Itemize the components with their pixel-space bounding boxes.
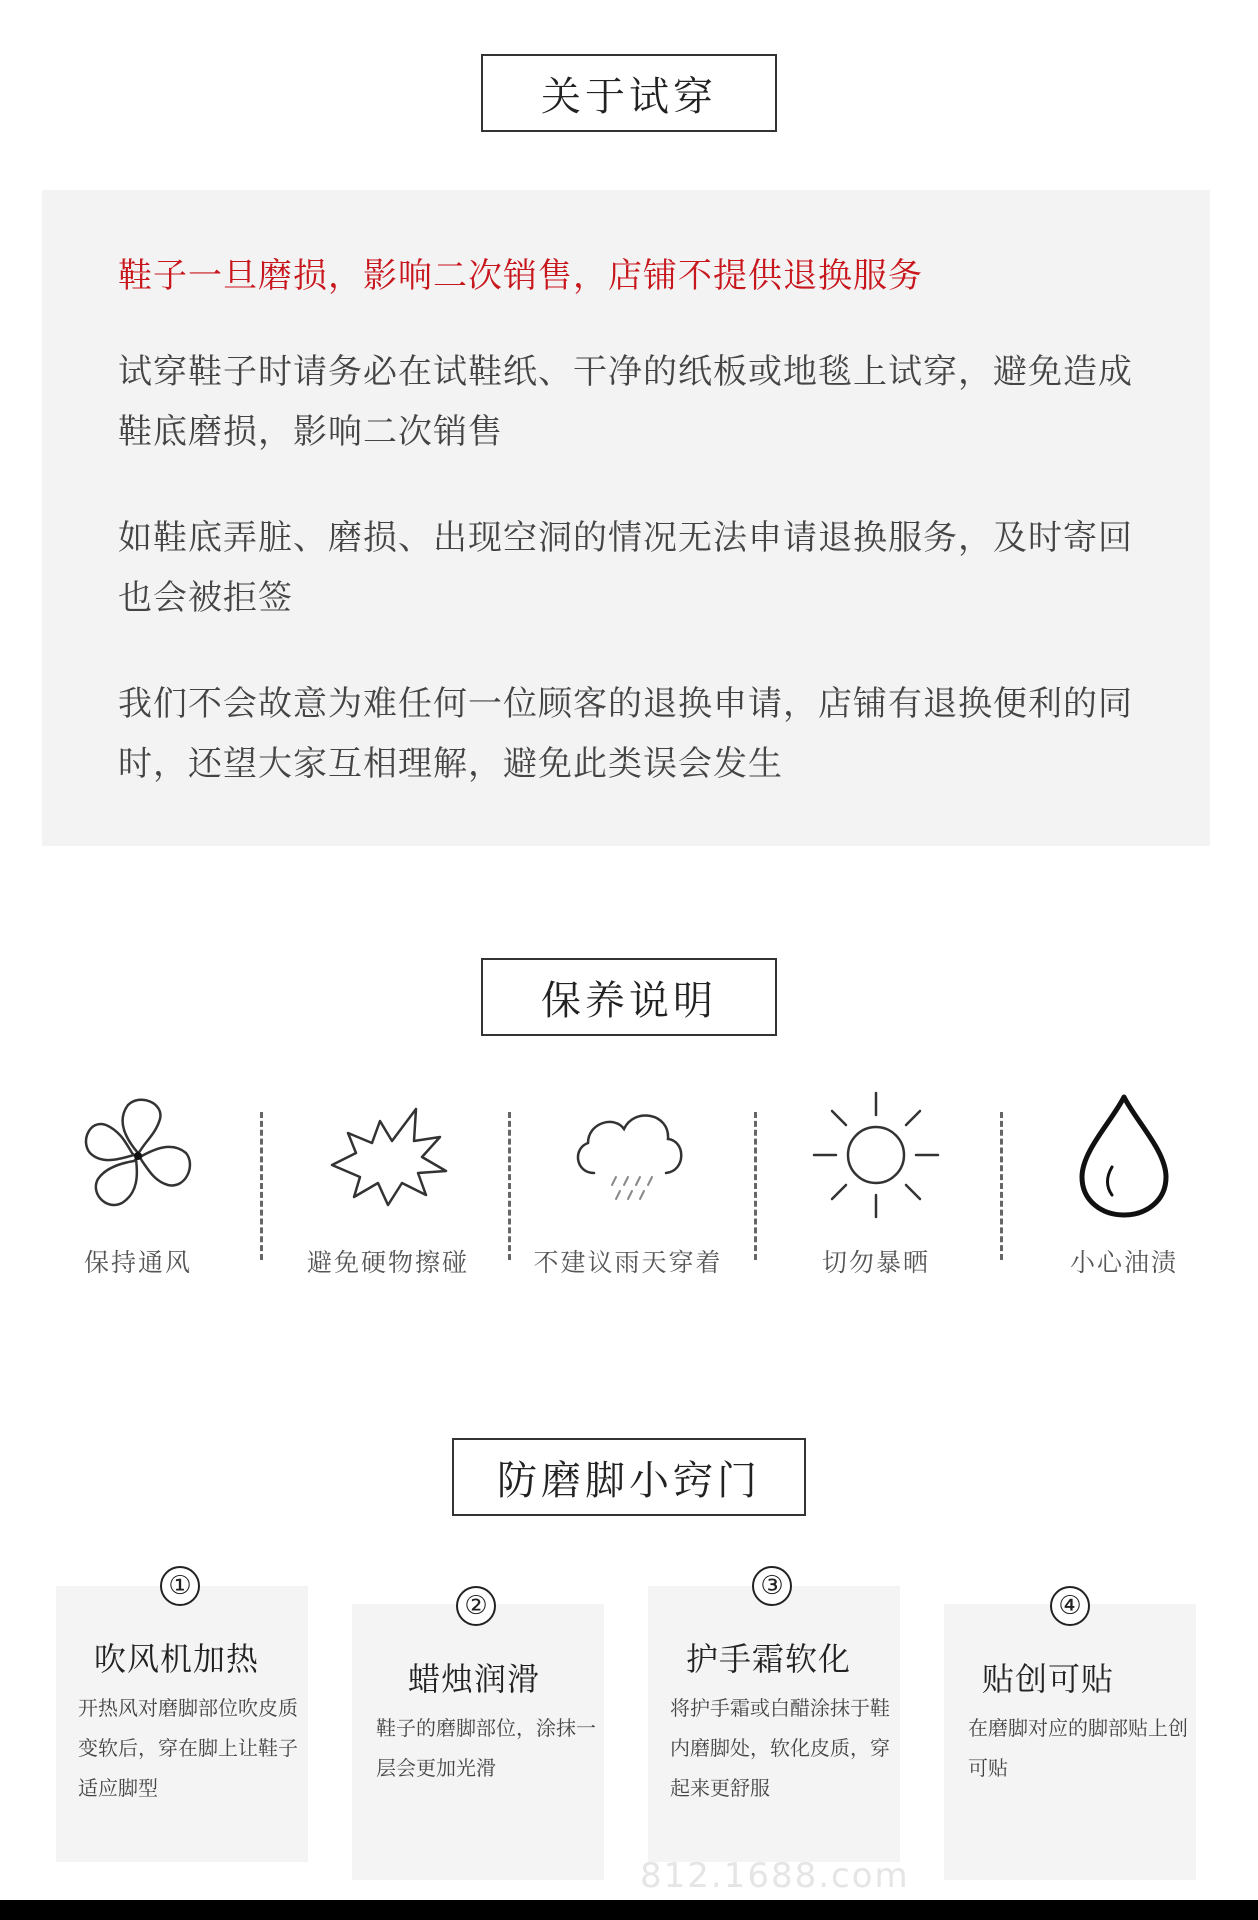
sun-icon [806, 1085, 946, 1225]
tip-desc-hand-cream: 将护手霜或白醋涂抹于鞋内磨脚处，软化皮质，穿起来更舒服 [670, 1696, 890, 1800]
care-divider-2 [508, 1112, 511, 1260]
care-divider-3 [754, 1112, 757, 1260]
bottom-bar [0, 1900, 1258, 1920]
fan-icon [68, 1085, 208, 1225]
care-item-ventilation [38, 1085, 238, 1277]
tip-desc-candle: 鞋子的磨脚部位，涂抹一层会更加光滑 [376, 1716, 596, 1780]
section-title-care: 保养说明 [481, 958, 777, 1036]
burst-icon [318, 1085, 458, 1225]
try-on-paragraph-3: 我们不会故意为难任何一位顾客的退换申请，店铺有退换便利的同时，还望大家互相理解，避免此类误会发生 [118, 684, 1133, 784]
tip-number-2: ② [456, 1586, 496, 1626]
care-item-avoid-scratch [288, 1085, 488, 1277]
care-item-no-rain [528, 1085, 728, 1277]
tip-title-hair-dryer: 吹风机加热 [94, 1640, 260, 1678]
care-divider-1 [260, 1112, 263, 1260]
tip-number-4: ④ [1050, 1586, 1090, 1626]
care-label-no-sun: 切勿暴晒 [821, 1248, 930, 1277]
tip-title-candle: 蜡烛润滑 [408, 1660, 541, 1698]
section-title-tips: 防磨脚小窍门 [452, 1438, 806, 1516]
care-divider-4 [1000, 1112, 1003, 1260]
rain-cloud-icon [558, 1085, 698, 1225]
try-on-paragraph-1: 试穿鞋子时请务必在试鞋纸、干净的纸板或地毯上试穿，避免造成鞋底磨损，影响二次销售 [118, 352, 1133, 452]
tip-desc-hair-dryer: 开热风对磨脚部位吹皮质变软后，穿在脚上让鞋子适应脚型 [78, 1696, 298, 1800]
watermark-text: 812.1688.com [640, 1856, 910, 1896]
tip-title-bandage: 贴创可贴 [982, 1660, 1115, 1698]
tip-number-1: ① [160, 1566, 200, 1606]
care-item-no-sun [776, 1085, 976, 1277]
care-item-oil-stain [1024, 1085, 1224, 1277]
section-title-try-on: 关于试穿 [481, 54, 777, 132]
tip-desc-bandage: 在磨脚对应的脚部贴上创可贴 [968, 1716, 1188, 1780]
try-on-paragraph-2: 如鞋底弄脏、磨损、出现空洞的情况无法申请退换服务，及时寄回也会被拒签 [118, 518, 1133, 618]
care-label-no-rain: 不建议雨天穿着 [533, 1248, 723, 1277]
drop-icon [1054, 1085, 1194, 1225]
care-label-avoid-scratch: 避免硬物擦碰 [306, 1248, 469, 1277]
tip-title-hand-cream: 护手霜软化 [686, 1640, 852, 1678]
care-label-ventilation: 保持通风 [83, 1248, 192, 1277]
care-label-oil-stain: 小心油渍 [1069, 1248, 1178, 1277]
return-warning-text: 鞋子一旦磨损，影响二次销售，店铺不提供退换服务 [118, 256, 923, 296]
tip-number-3: ③ [752, 1566, 792, 1606]
